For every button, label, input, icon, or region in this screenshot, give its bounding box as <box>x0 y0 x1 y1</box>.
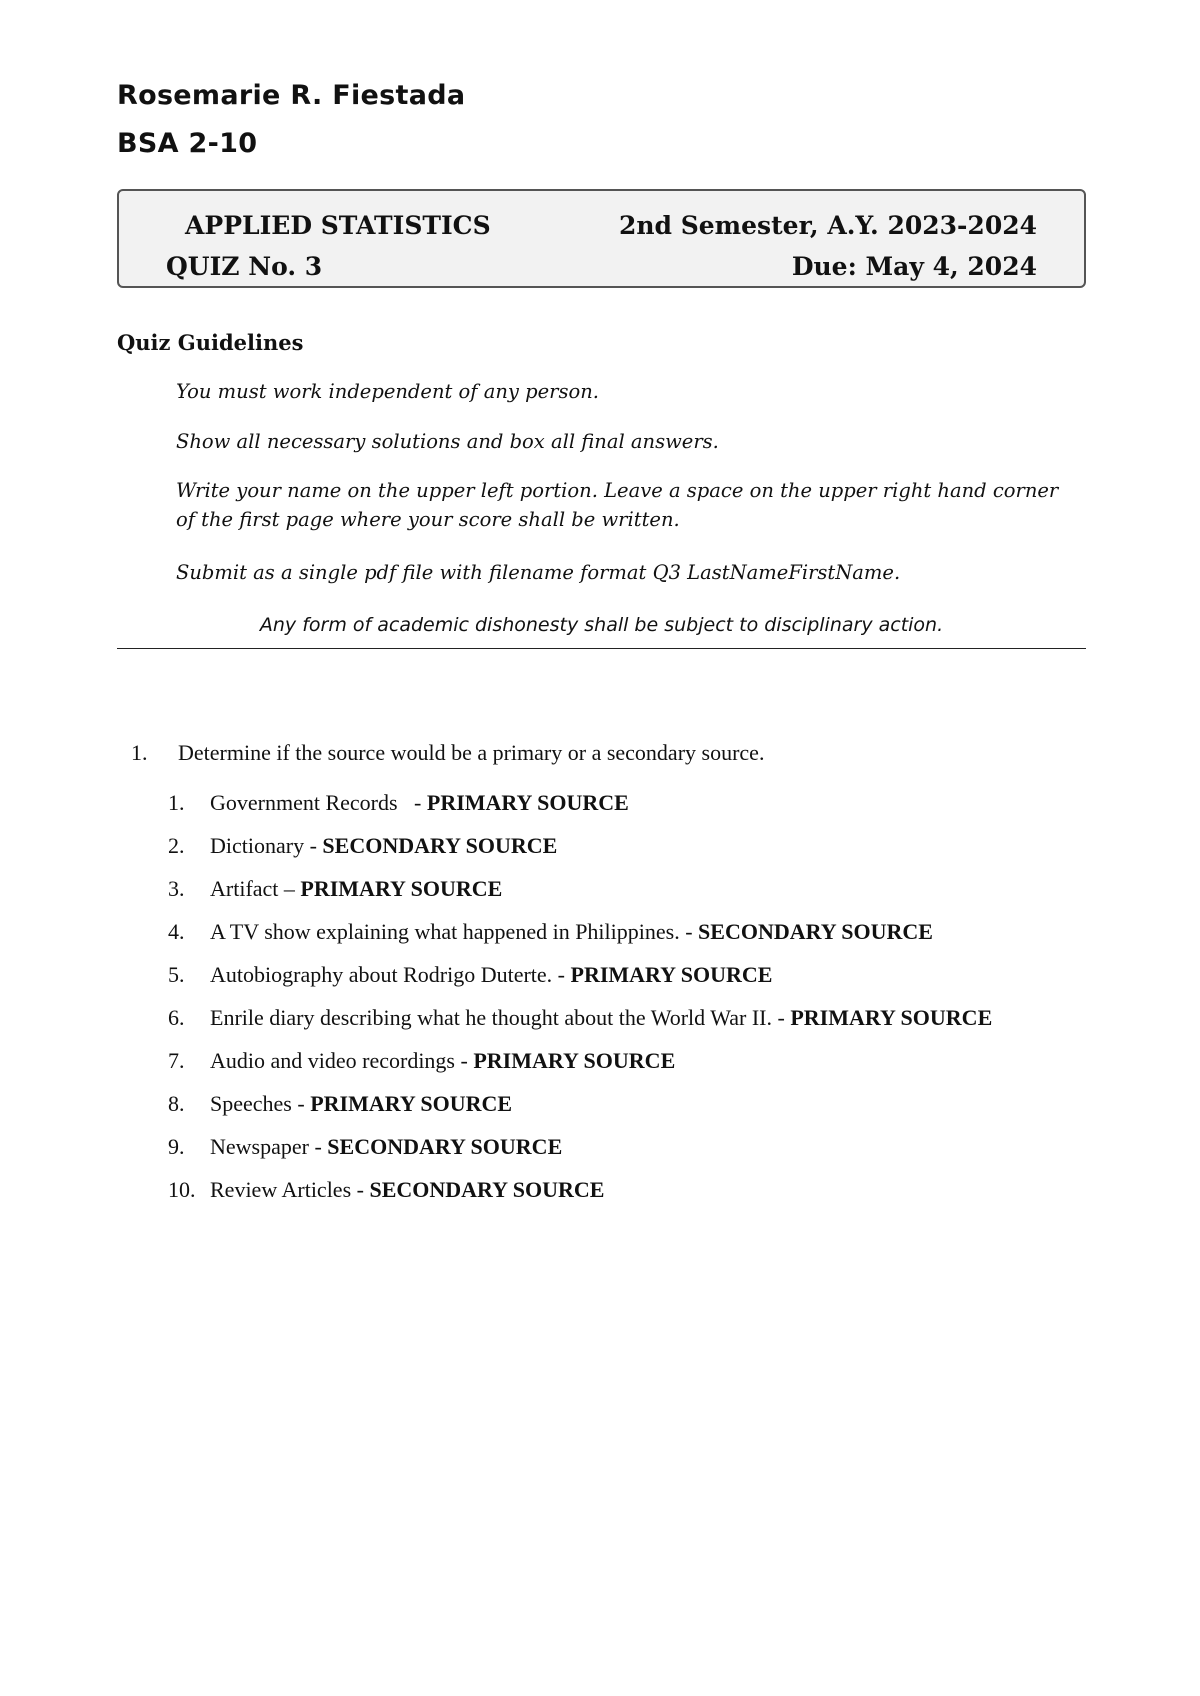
answer-number: 2. <box>168 833 185 858</box>
answer-number: 7. <box>168 1048 185 1073</box>
quiz-header-box <box>117 189 1086 288</box>
student-name: Rosemarie R. Fiestada <box>117 80 466 111</box>
guideline-item: Write your name on the upper left portion. Leave a space on the upper right hand corner of the first page where your score shall be written. <box>176 479 1059 531</box>
answer-classification: PRIMARY SOURCE <box>790 1005 993 1030</box>
answer-number: 1. <box>168 790 185 815</box>
answer-item <box>168 919 992 962</box>
divider-line <box>117 648 1086 649</box>
quiz-number: QUIZ No. 3 <box>166 252 323 281</box>
answer-list <box>168 790 992 1220</box>
answer-item <box>168 790 992 833</box>
answer-item <box>168 1005 992 1048</box>
answer-item <box>168 1177 992 1220</box>
guideline-item: Submit as a single pdf file with filename format Q3 LastNameFirstName. <box>176 561 901 584</box>
answer-source: Audio and video recordings - <box>210 1048 474 1073</box>
answer-item <box>168 962 992 1005</box>
guidelines-title: Quiz Guidelines <box>117 330 304 355</box>
answer-source: Autobiography about Rodrigo Duterte. - <box>210 962 571 987</box>
answer-number: 10. <box>168 1177 196 1202</box>
answer-number: 6. <box>168 1005 185 1030</box>
answer-source: Speeches - <box>210 1091 311 1116</box>
answer-source: Newspaper - <box>210 1134 328 1159</box>
guideline-item: Show all necessary solutions and box all final answers. <box>176 430 719 453</box>
answer-number: 9. <box>168 1134 185 1159</box>
question-number: 1. <box>131 740 148 765</box>
answer-source: Government Records - <box>210 790 427 815</box>
guideline-item: You must work independent of any person. <box>176 380 599 403</box>
answer-classification: SECONDARY SOURCE <box>369 1177 605 1202</box>
answer-number: 5. <box>168 962 185 987</box>
answer-item <box>168 876 992 919</box>
answer-classification: SECONDARY SOURCE <box>698 919 933 944</box>
answer-item <box>168 1048 992 1091</box>
answer-source: Enrile diary describing what he thought about the World War II. - <box>210 1005 791 1030</box>
answer-number: 8. <box>168 1091 185 1116</box>
answer-item <box>168 1134 992 1177</box>
answer-number: 3. <box>168 876 185 901</box>
question-text: Determine if the source would be a primary or a secondary source. <box>178 740 765 765</box>
due-date: Due: May 4, 2024 <box>791 252 1037 281</box>
course-title: APPLIED STATISTICS <box>185 211 491 240</box>
answer-item <box>168 1091 992 1134</box>
answer-source: Review Articles - <box>210 1177 370 1202</box>
answer-number: 4. <box>168 919 185 944</box>
student-section: BSA 2-10 <box>117 128 258 159</box>
answer-item <box>168 833 992 876</box>
answer-classification: PRIMARY SOURCE <box>300 876 503 901</box>
answer-classification: PRIMARY SOURCE <box>426 790 629 815</box>
answer-classification: PRIMARY SOURCE <box>473 1048 676 1073</box>
dishonesty-warning: Any form of academic dishonesty shall be subject to disciplinary action. <box>259 614 944 636</box>
answer-source: A TV show explaining what happened in Philippines. - <box>210 919 699 944</box>
answer-source: Dictionary - <box>210 833 323 858</box>
answer-source: Artifact – <box>210 876 301 901</box>
answer-classification: PRIMARY SOURCE <box>570 962 773 987</box>
semester-label: 2nd Semester, A.Y. 2023-2024 <box>618 211 1037 240</box>
answer-classification: SECONDARY SOURCE <box>322 833 558 858</box>
answer-classification: PRIMARY SOURCE <box>310 1091 513 1116</box>
answer-classification: SECONDARY SOURCE <box>327 1134 563 1159</box>
